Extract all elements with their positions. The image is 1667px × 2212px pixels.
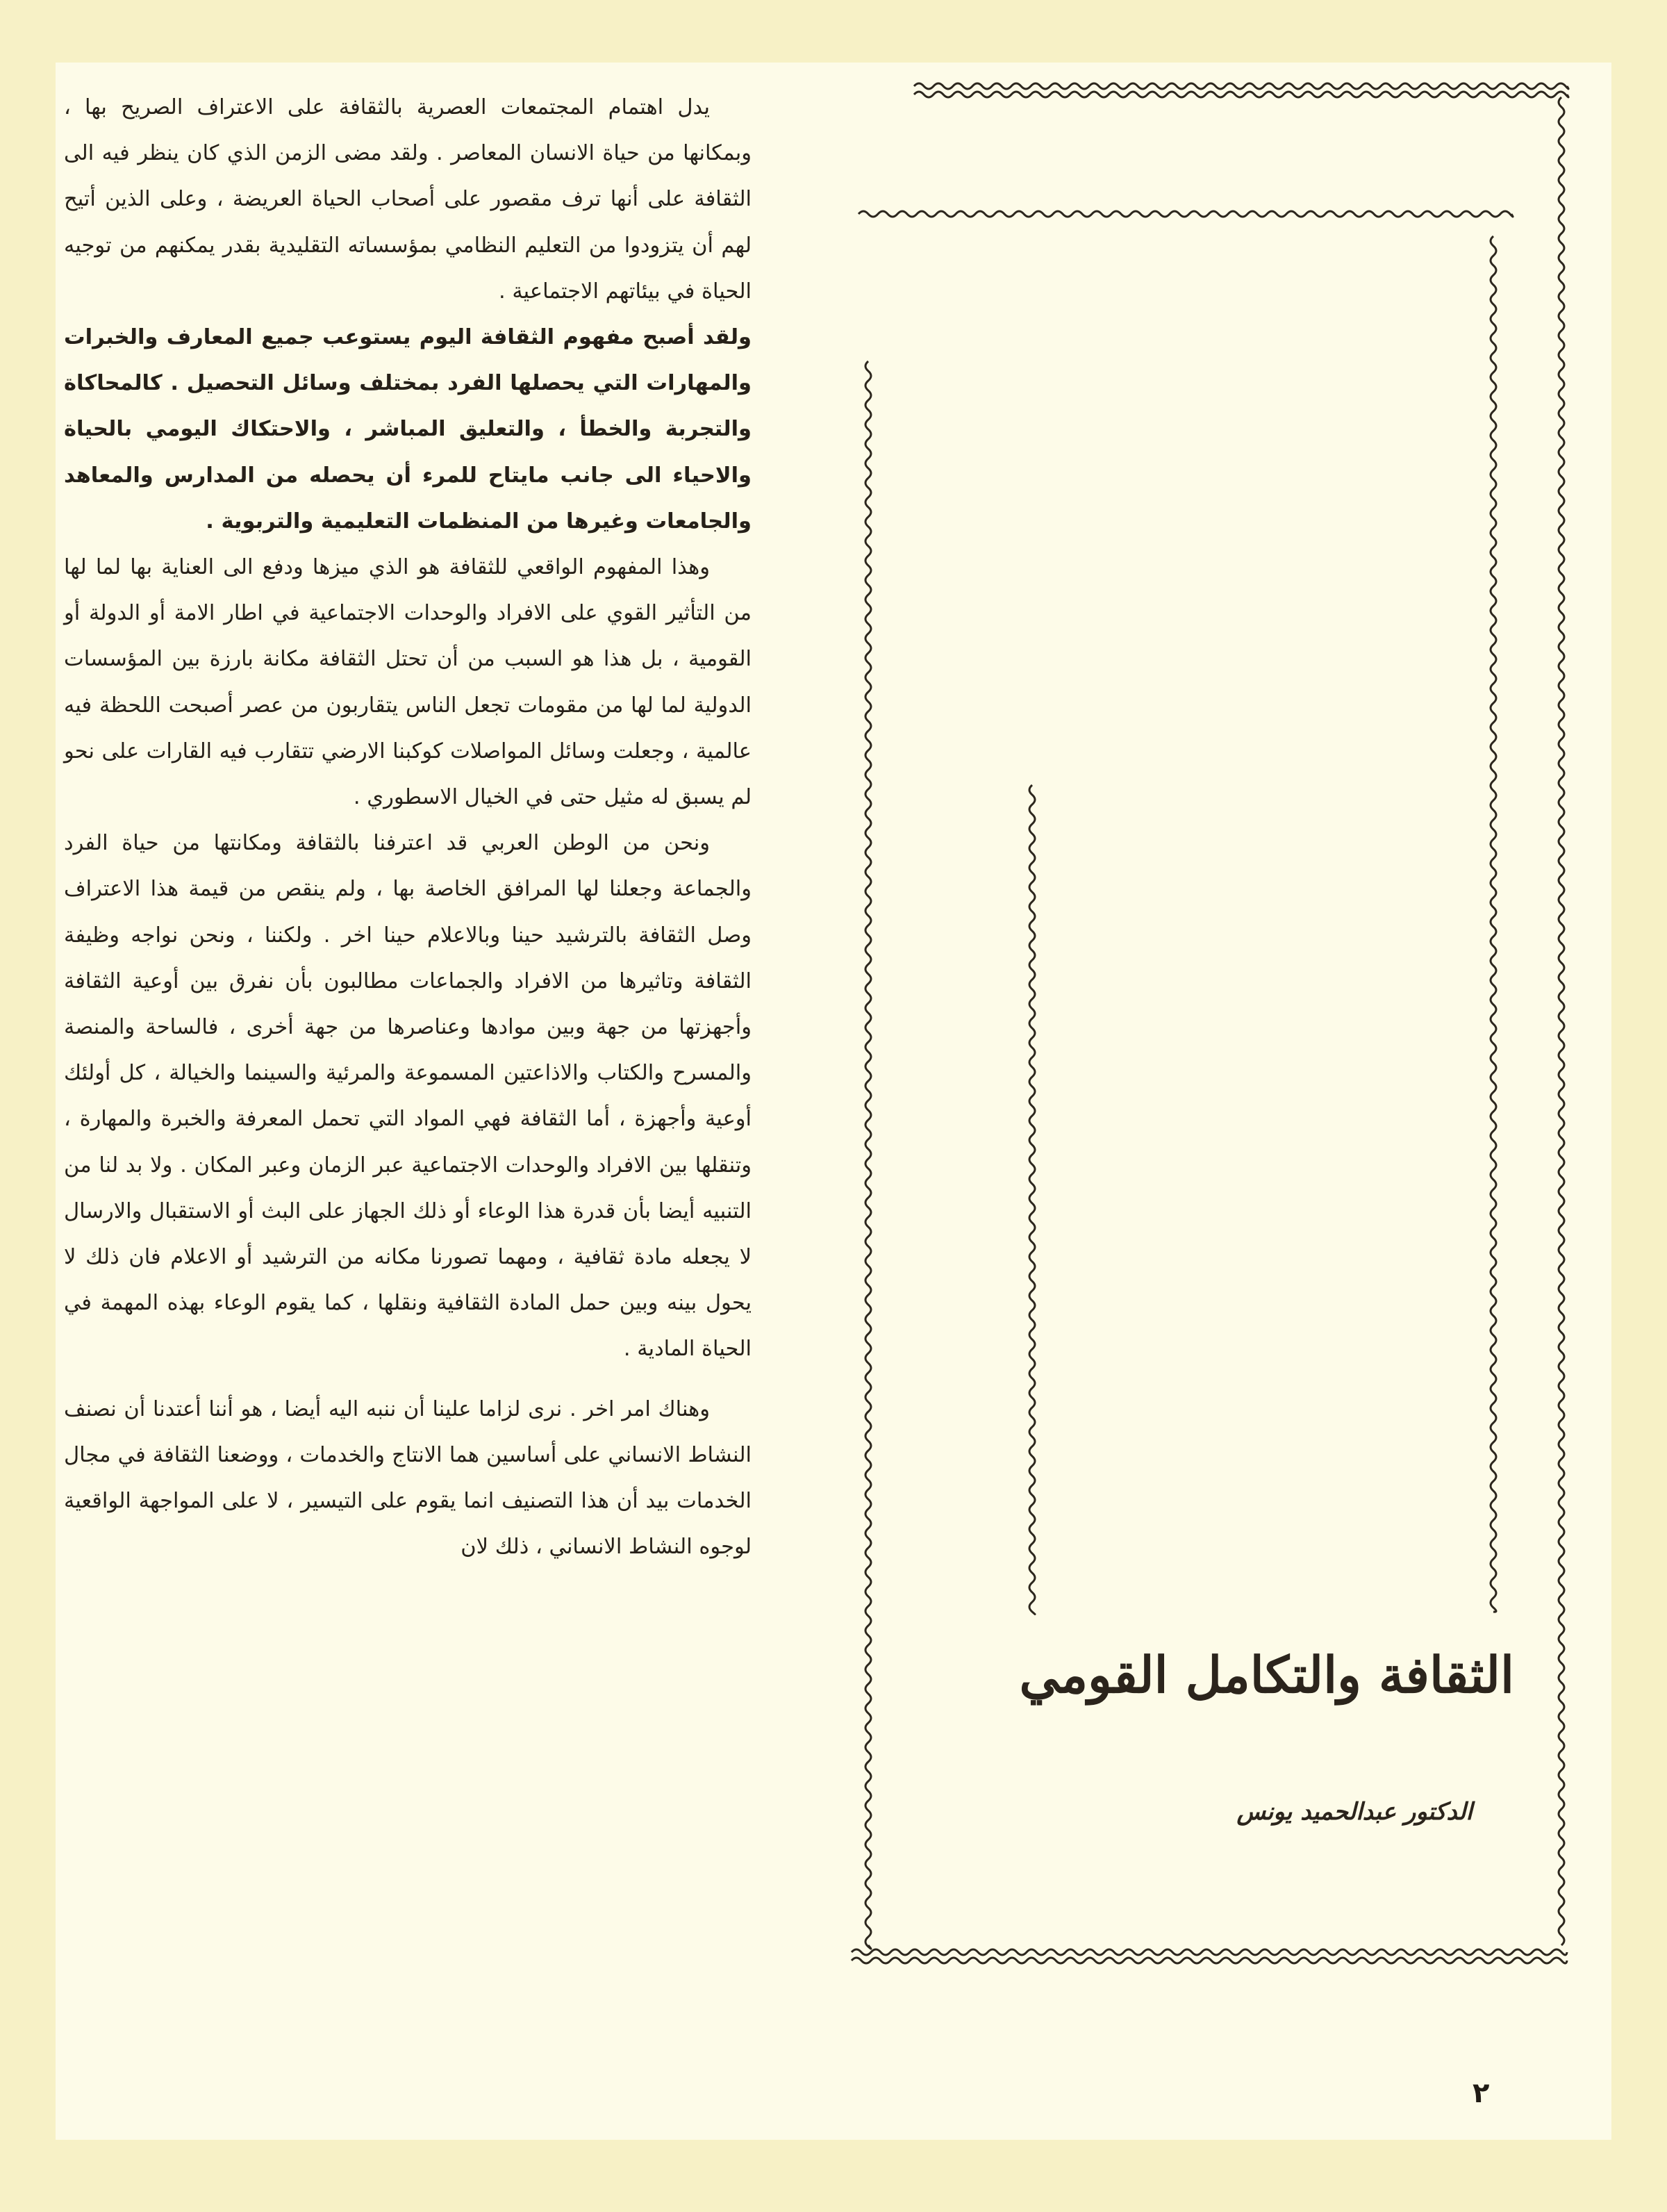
bottom-wavy-line xyxy=(852,1949,1567,1955)
left-wavy-line xyxy=(865,361,871,1949)
top-wavy-line-inner xyxy=(914,92,1568,97)
top-wavy-line xyxy=(914,83,1568,89)
article-paragraph-bold: ولقد أصبح مفهوم الثقافة اليوم يستوعب جميع المعارف والخبرات والمهارات التي يحصلها الفرد بمختلف وسائل التحصيل . كالمحاكاة والتجربة والخطأ ، والتعليق المباشر ، والاحتكاك اليومي بالحياة والاحياء الى جانب مايتاح للمرء أن يحصله من المدارس والمعاهد والجامعات وغيرها من المنظمات التعليمية والتربوية . xyxy=(64,325,752,534)
article-paragraph: وهناك امر اخر . نرى لزاما علينا أن ننبه اليه أيضا ، هو أننا أعتدنا أن نصنف النشاط الانساني على أساسين هما الانتاج والخدمات ، ووضعنا الثقافة في مجال الخدمات بيد أن هذا التصنيف انما يقوم على التيسير ، لا على المواجهة الواقعية لوجوه النشاط الانساني ، ذلك لان xyxy=(64,1396,752,1560)
article-paragraph: يدل اهتمام المجتمعات العصرية بالثقافة على الاعتراف الصريح بها ، وبمكانها من حياة الانسان المعاصر . ولقد مضى الزمن الذي كان ينظر فيه الى الثقافة على أنها ترف مقصور على أصحاب الحياة العريضة ، وعلى الذين أتيح لهم أن يتزودوا من التعليم النظامي بمؤسساته التقليدية بقدر يمكنهم من توجيه الحياة في بيئاتهم الاجتماعية . xyxy=(64,95,752,304)
page-number: ٢ xyxy=(1473,2077,1490,2109)
article-paragraph: وهذا المفهوم الواقعي للثقافة هو الذي ميزها ودفع الى العناية بها لما لها من التأثير القوي على الافراد والوحدات الاجتماعية في اطار الامة أو الدولة أو القومية ، بل هذا هو السبب من أن تحتل الثقافة مكانة بارزة بين المؤسسات الدولية لما لها من مقومات تجعل الناس يتقاربون من عصر أصبحت اللحظة فيه عالمية ، وجعلت وسائل المواصلات كوكبنا الارضي تتقارب فيه القارات على نحو لم يسبق له مثيل حتى في الخيال الاسطوري . xyxy=(64,555,752,810)
article-body xyxy=(64,85,752,1571)
inner-panel-left-line xyxy=(1029,785,1035,1615)
article-author: الدكتور عبدالحميد يونس xyxy=(1236,1798,1473,1826)
inner-panel-top-line xyxy=(859,211,1513,217)
article-paragraph: ونحن من الوطن العربي قد اعترفنا بالثقافة ومكانتها من حياة الفرد والجماعة وجعلنا لها المرافق الخاصة بها ، ولم ينقص من قيمة هذا الاعتراف وصل الثقافة بالترشيد حينا وبالاعلام حينا اخر . ولكننا ، ونحن نواجه وظيفة الثقافة وتاثيرها من الافراد والجماعات مطالبون بأن نفرق بين أوعية الثقافة وأجهزتها من جهة وبين موادها وعناصرها من جهة أخرى ، فالساحة والمنصة والمسرح والكتاب والاذاعتين المسموعة والمرئية والسينما والخيالة ، كل أولئك أوعية وأجهزة ، أما الثقافة فهي المواد التي تحمل المعرفة والخبرة والمهارة ، وتنقلها بين الافراد والوحدات الاجتماعية عبر الزمان وعبر المكان . ولا بد لنا من التنبيه أيضا بأن قدرة هذا الوعاء أو ذلك الجهاز على البث أو الاستقبال والارسال لا يجعله مادة ثقافية ، ومهما تصورنا مكانه من الترشيد أو الاعلام فان ذلك لا يحول بينه وبين حمل المادة الثقافية ونقلها ، كما يقوم الوعاء بهذه المهمة في الحياة المادية . xyxy=(64,831,752,1362)
inner-panel-right-line xyxy=(1491,236,1496,1612)
bottom-wavy-line-inner xyxy=(852,1958,1567,1963)
article-title: الثقافة والتكامل القومي xyxy=(1019,1645,1514,1704)
right-wavy-line xyxy=(1559,97,1564,1945)
